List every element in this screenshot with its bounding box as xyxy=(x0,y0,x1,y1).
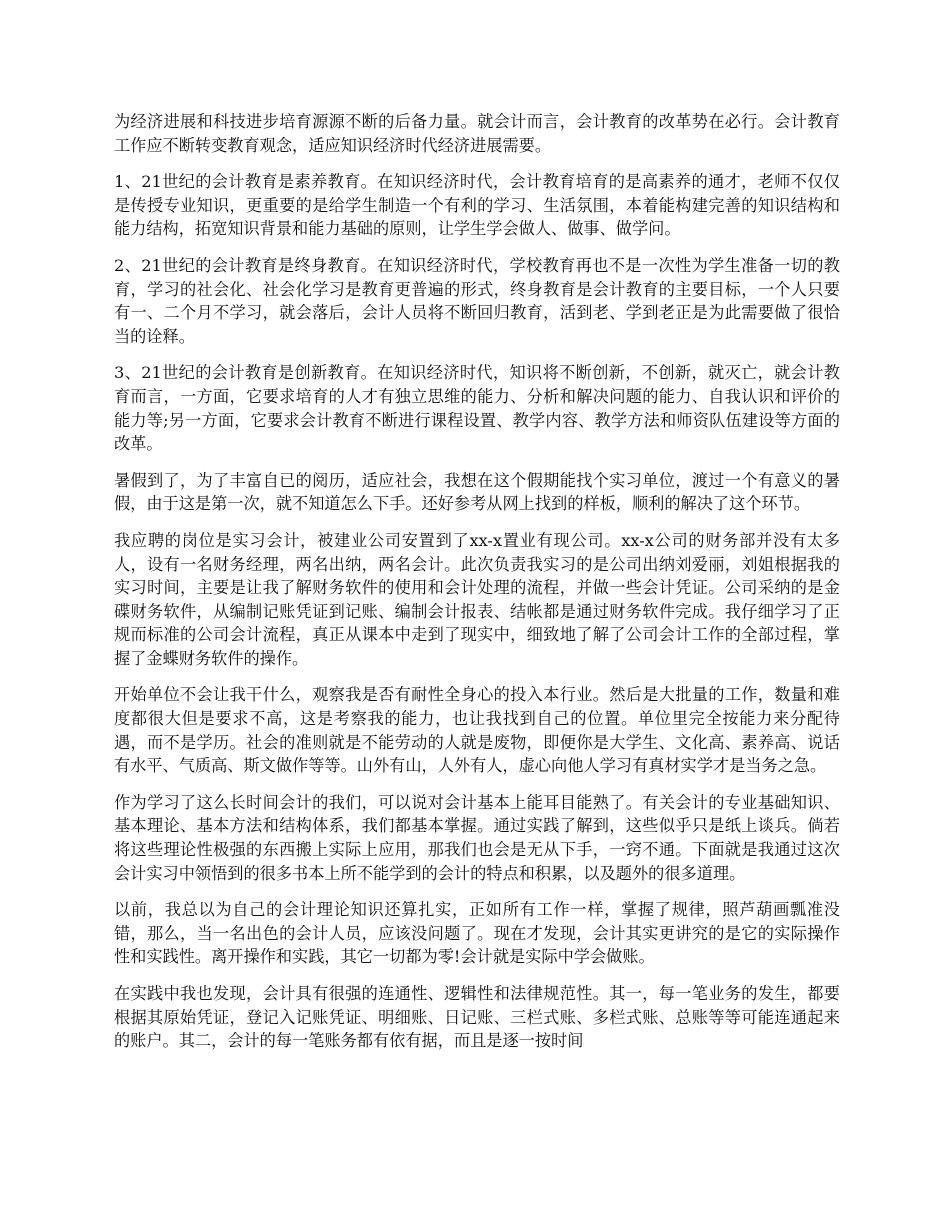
paragraph-3: 2、21世纪的会计教育是终身教育。在知识经济时代，学校教育再也不是一次性为学生准备一切的教育，学习的社会化、社会化学习是教育更普遍的形式，终身教育是会计教育的主要目标，一个人只要有一、二个月不学习，就会落后，会计人员将不断回归教育，活到老、学到老正是为此需要做了很恰当的诠释。 xyxy=(114,255,840,346)
paragraph-1: 为经济进展和科技进步培育源源不断的后备力量。就会计而言，会计教育的改革势在必行。会计教育工作应不断转变教育观念，适应知识经济时代经济进展需要。 xyxy=(114,112,840,155)
paragraph-6: 我应聘的岗位是实习会计，被建业公司安置到了xx-x置业有现公司。xx-x公司的财务部并没有太多人，设有一名财务经理，两名出纳，两名会计。此次负责我实习的是公司出纳刘爱丽，刘姐根据我的实习时间，主要是让我了解财务软件的使用和会计处理的流程，并做一些会计凭证。公司采纳的是金碟财务软件，从编制记账凭证到记账、编制会计报表、结帐都是通过财务软件完成。我仔细学习了正规而标准的公司会计流程，真正从课本中走到了现实中，细致地了解了公司会计工作的全部过程，掌握了金蝶财务软件的操作。 xyxy=(114,530,840,668)
paragraph-9: 以前，我总以为自己的会计理论知识还算扎实，正如所有工作一样，掌握了规律，照芦葫画瓢准没错，那么，当一名出色的会计人员，应该没问题了。现在才发现，会计其实更讲究的是它的实际操作性和实践性。离开操作和实践，其它一切都为零!会计就是实际中学会做账。 xyxy=(114,900,840,967)
paragraph-7: 开始单位不会让我干什么，观察我是否有耐性全身心的投入本行业。然后是大批量的工作，数量和难度都很大但是要求不高，这是考察我的能力，也让我找到自己的位置。单位里完全按能力来分配待遇，而不是学历。社会的准则就是不能劳动的人就是废物，即便你是大学生、文化高、素养高、说话有水平、气质高、斯文做作等等。山外有山，人外有人，虚心向他人学习有真材实学才是当务之急。 xyxy=(114,685,840,776)
paragraph-5: 暑假到了，为了丰富自已的阅历，适应社会，我想在这个假期能找个实习单位，渡过一个有意义的暑假，由于这是第一次，就不知道怎么下手。还好参考从网上找到的样板，顺利的解决了这个环节。 xyxy=(114,470,840,514)
document-page xyxy=(114,110,840,1066)
paragraph-8: 作为学习了这么长时间会计的我们，可以说对会计基本上能耳目能熟了。有关会计的专业基础知识、基本理论、基本方法和结构体系，我们都基本掌握。通过实践了解到，这些似乎只是纸上谈兵。倘若将这些理论性极强的东西搬上实际上应用，那我们也会是无从下手，一窍不通。下面就是我通过这次会计实习中领悟到的很多书本上所不能学到的会计的特点和积累，以及题外的很多道理。 xyxy=(114,792,840,883)
paragraph-4: 3、21世纪的会计教育是创新教育。在知识经济时代，知识将不断创新，不创新，就灭亡，就会计教育而言，一方面，它要求培育的人才有独立思维的能力、分析和解决问题的能力、自我认识和评价的能力等;另一方面，它要求会计教育不断进行课程设置、教学内容、教学方法和师资队伍建设等方面的改革。 xyxy=(114,363,840,454)
paragraph-2: 1、21世纪的会计教育是素养教育。在知识经济时代，会计教育培育的是高素养的通才，老师不仅仅是传授专业知识，更重要的是给学生制造一个有利的学习、生活氛围，本着能构建完善的知识结构和能力结构，拓宽知识背景和能力基础的原则，让学生学会做人、做事、做学问。 xyxy=(114,172,840,239)
paragraph-10: 在实践中我也发现，会计具有很强的连通性、逻辑性和法律规范性。其一，每一笔业务的发生，都要根据其原始凭证，登记入记账凭证、明细账、日记账、三栏式账、多栏式账、总账等等可能连通起来的账户。其二，会计的每一笔账务都有依有据，而且是逐一按时间 xyxy=(114,984,840,1051)
